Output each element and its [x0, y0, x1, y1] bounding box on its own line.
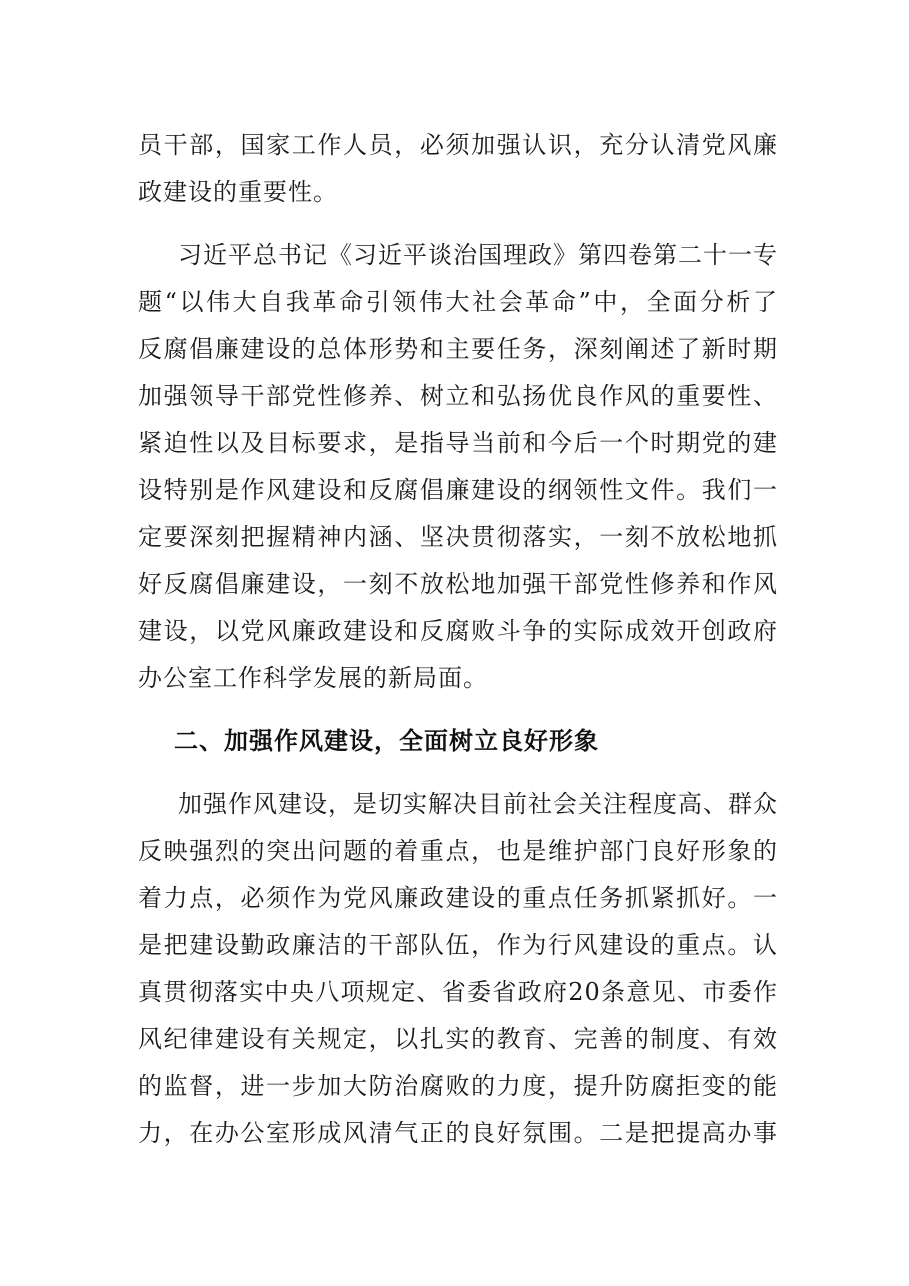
text-line: 风纪律建设有关规定，以扎实的教育、完善的制度、有效: [138, 1025, 778, 1053]
text-line: 定要深刻把握精神内涵、坚决贯彻落实，一刻不放松地抓: [138, 523, 778, 551]
paragraph-3: [138, 781, 778, 1157]
text-line: 紧迫性以及目标要求，是指导当前和今后一个时期党的建: [138, 429, 778, 457]
text-line: 是把建设勤政廉洁的干部队伍，作为行风建设的重点。认: [138, 931, 778, 959]
text-line: 反腐倡廉建设的总体形势和主要任务，深刻阐述了新时期: [138, 335, 778, 363]
text-line: 的监督，进一步加大防治腐败的力度，提升防腐拒变的能: [138, 1072, 778, 1100]
text-line: 题“以伟大自我革命引领伟大社会革命”中，全面分析了: [138, 288, 778, 316]
text-line: 员干部，国家工作人员，必须加强认识，充分认清党风廉: [138, 131, 778, 159]
text-line: 建设，以党风廉政建设和反腐败斗争的实际成效开创政府: [138, 617, 778, 645]
section-heading: 二、加强作风建设，全面树立良好形象: [174, 727, 599, 755]
text-line: 好反腐倡廉建设，一刻不放松地加强干部党性修养和作风: [138, 570, 778, 598]
document-body: [138, 122, 778, 1157]
text-line: 加强领导干部党性修养、树立和弘扬优良作风的重要性、: [138, 382, 778, 410]
paragraph-1: [138, 122, 778, 216]
paragraph-2: [138, 232, 778, 702]
text-line: 反映强烈的突出问题的着重点，也是维护部门良好形象的: [138, 837, 778, 865]
text-line: 设特别是作风建设和反腐倡廉建设的纲领性文件。我们一: [138, 476, 778, 504]
text-line: 真贯彻落实中央八项规定、省委省政府20条意见、市委作: [138, 978, 778, 1006]
text-line: 着力点，必须作为党风廉政建设的重点任务抓紧抓好。一: [138, 884, 778, 912]
text-line: 政建设的重要性。: [138, 178, 338, 206]
text-line: 力，在办公室形成风清气正的良好氛围。二是把提高办事: [138, 1119, 778, 1147]
text-line: 加强作风建设，是切实解决目前社会关注程度高、群众: [178, 790, 778, 818]
text-line: 习近平总书记《习近平谈治国理政》第四卷第二十一专: [178, 241, 778, 269]
text-line: 办公室工作科学发展的新局面。: [138, 664, 488, 692]
